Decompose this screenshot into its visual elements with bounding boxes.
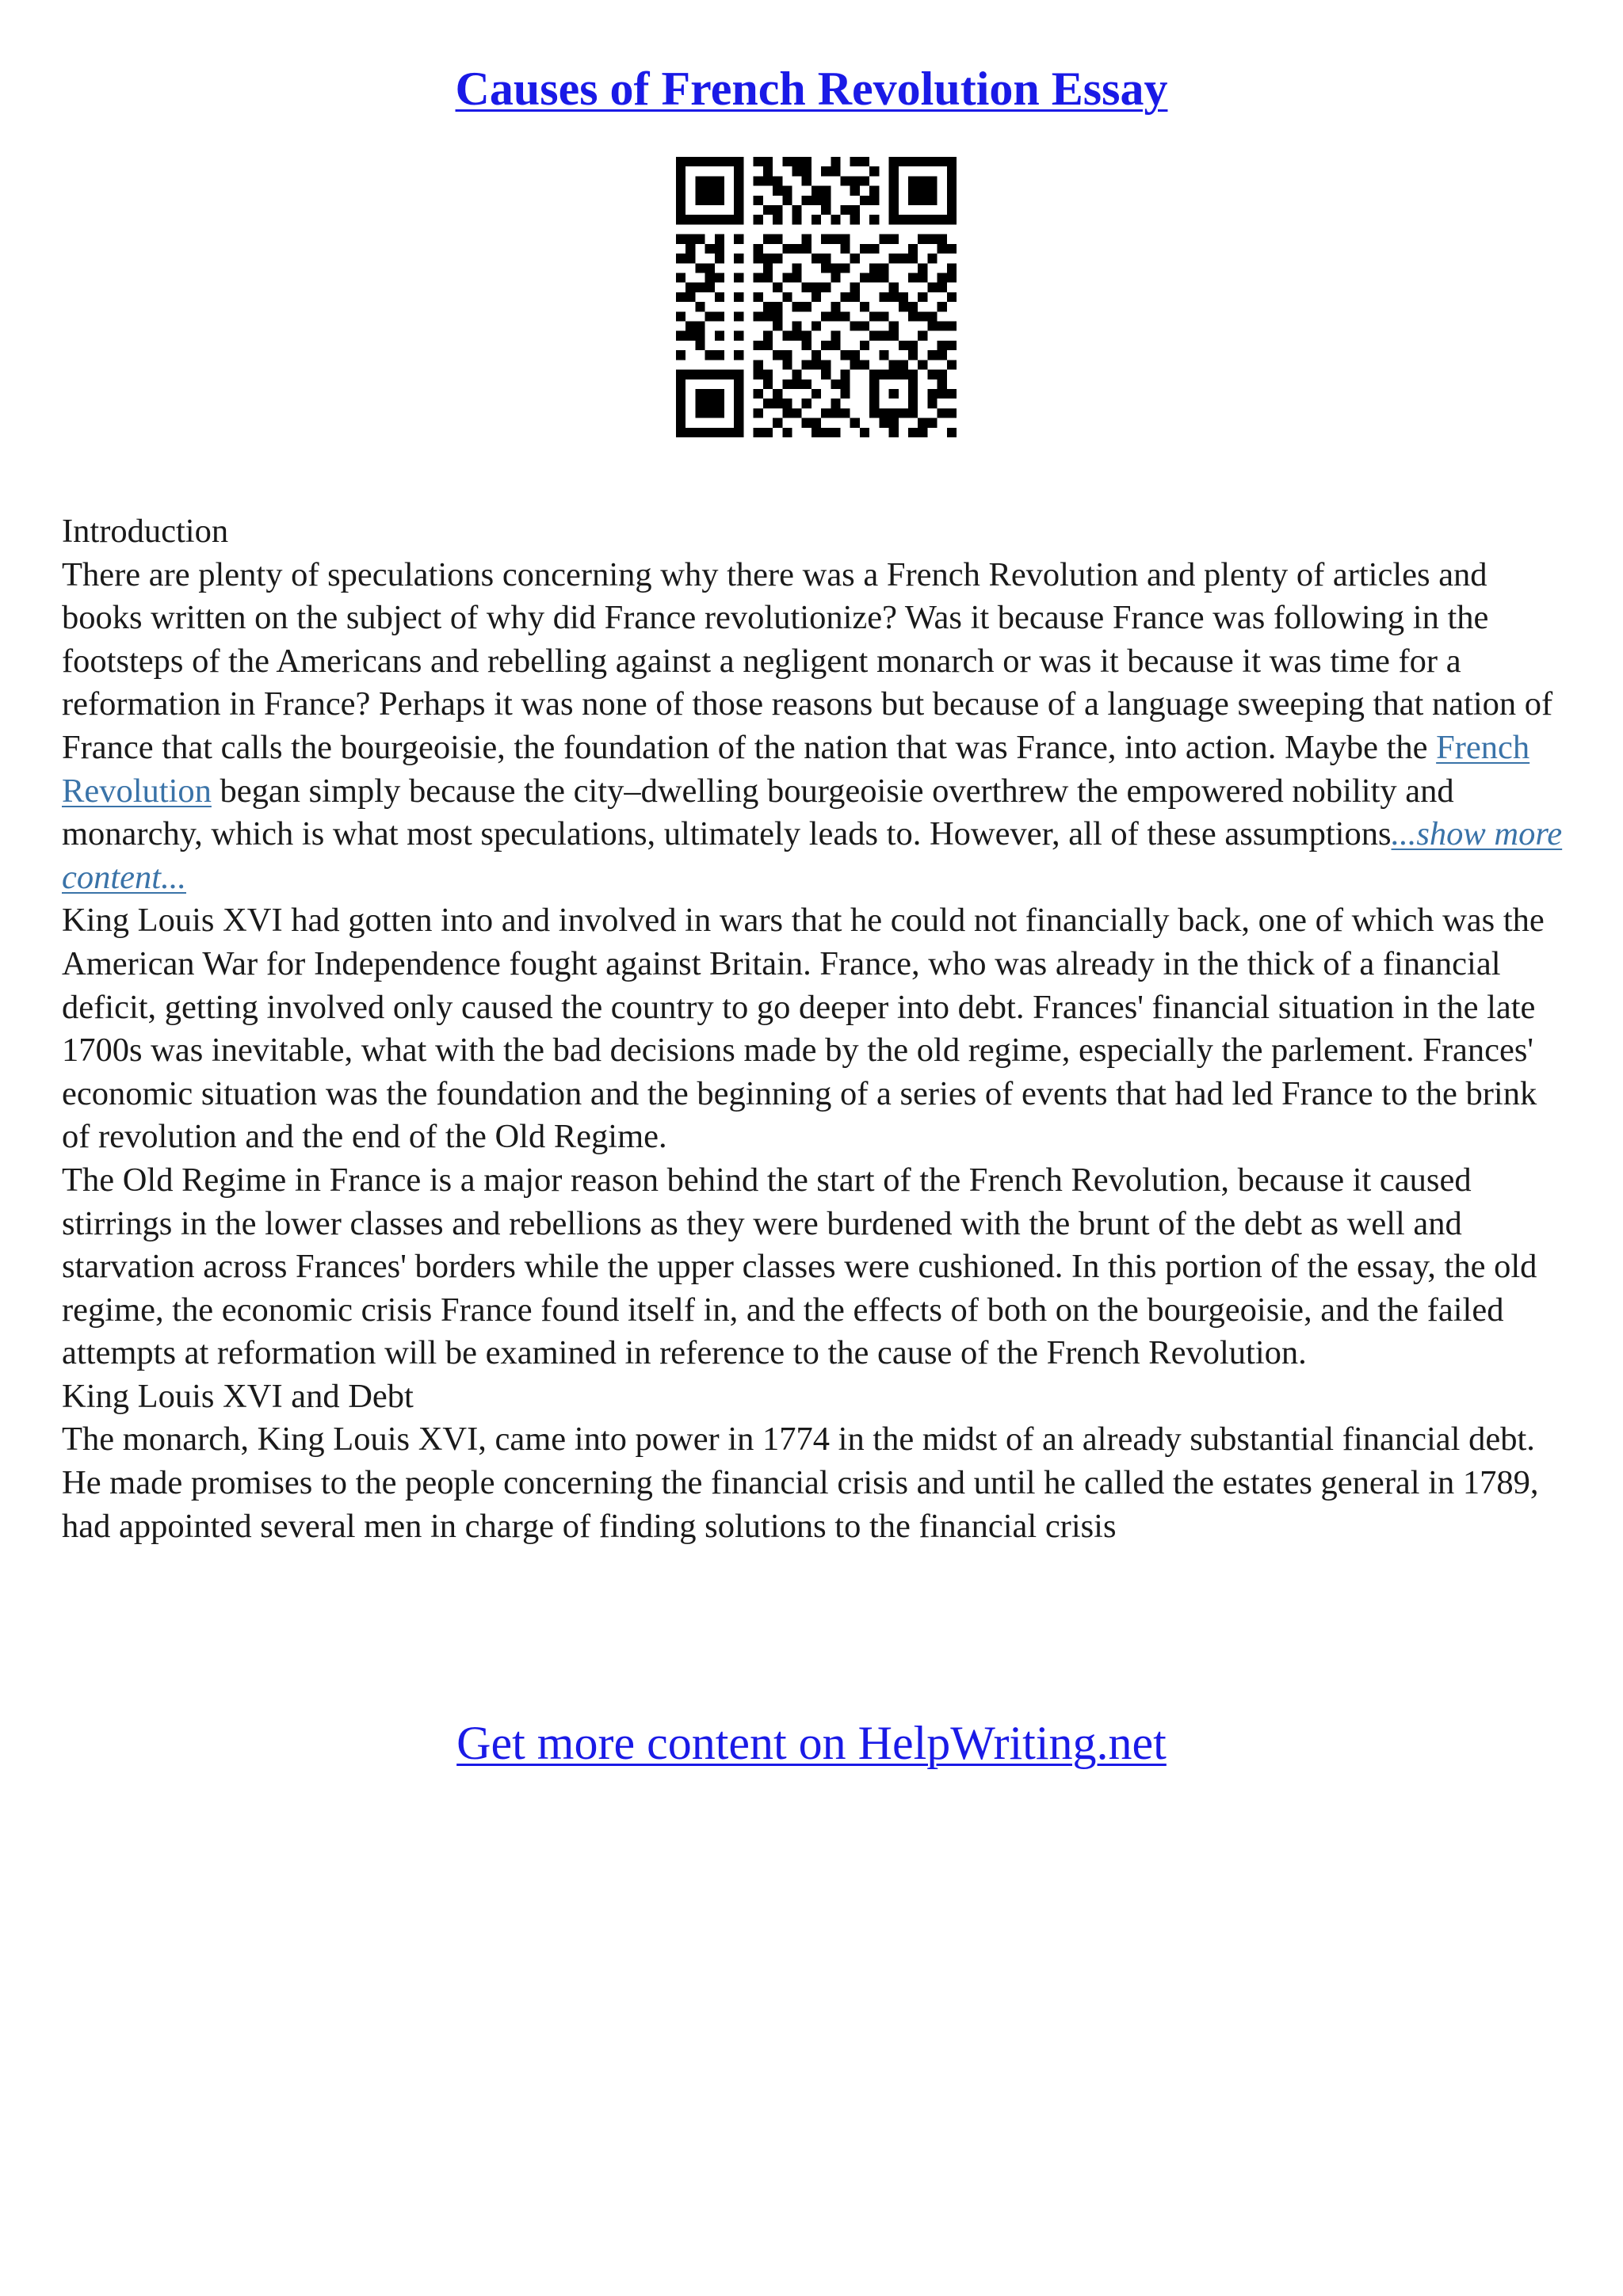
title-link[interactable]: Causes of French Revolution Essay	[455, 63, 1168, 115]
show-more-content-link[interactable]: ...show more content...	[62, 815, 1563, 896]
intro-text-end: began simply because the city–dwelling bourgeoisie overthrew the empowered nobility and monarchy, which is what most speculations, ultimately leads to. However, all of these assumptions	[62, 772, 1454, 853]
debt-heading: King Louis XVI and Debt	[62, 1377, 414, 1415]
qr-code-icon	[676, 157, 957, 437]
french-revolution-link[interactable]: French Revolution	[62, 728, 1530, 810]
footer	[0, 1711, 1623, 1775]
get-more-content-link[interactable]: Get more content on HelpWriting.net	[456, 1717, 1167, 1769]
intro-text-start: There are plenty of speculations concerning why there was a French Revolution and plenty of articles and books written on the subject of why did France revolutionize? Was it because France was following in the footsteps of the Americans and rebelling against a negligent monarch or was it because it was time for a reformation in France? Perhaps it was none of those reasons but because of a language sweeping that nation of France that calls the bourgeoisie, the foundation of the nation that was France, into action. Maybe the	[62, 555, 1553, 766]
essay-body	[62, 510, 1568, 1548]
intro-heading: Introduction	[62, 513, 229, 550]
monarch-paragraph: The monarch, King Louis XVI, came into power in 1774 in the midst of an already substantial financial debt. He made promises to the people concerning the financial crisis and until he called the estates general in 1789, had appointed several men in charge of finding solutions to the financial crisis	[62, 1421, 1539, 1545]
old-regime-paragraph: The Old Regime in France is a major reason behind the start of the French Revolution, because it caused stirrings in the lower classes and rebellions as they were burdened with the brunt of the debt as well and starvation across Frances' borders while the upper classes were cushioned. In this portion of the essay, the old regime, the economic crisis France found itself in, and the effects of both on the bourgeoisie, and the failed attempts at reformation will be examined in reference to the cause of the French Revolution.	[62, 1161, 1537, 1372]
wars-paragraph: King Louis XVI had gotten into and involved in wars that he could not financially back, one of which was the American War for Independence fought against Britain. France, who was already in the thick of a financial deficit, getting involved only caused the country to go deeper into debt. Frances' financial situation in the late 1700s was inevitable, what with the bad decisions made by the old regime, especially the parlement. Frances' economic situation was the foundation and the beginning of a series of events that had led France to the brink of revolution and the end of the Old Regime.	[62, 902, 1545, 1156]
intro-paragraph	[62, 554, 1568, 900]
document-title	[0, 57, 1623, 120]
